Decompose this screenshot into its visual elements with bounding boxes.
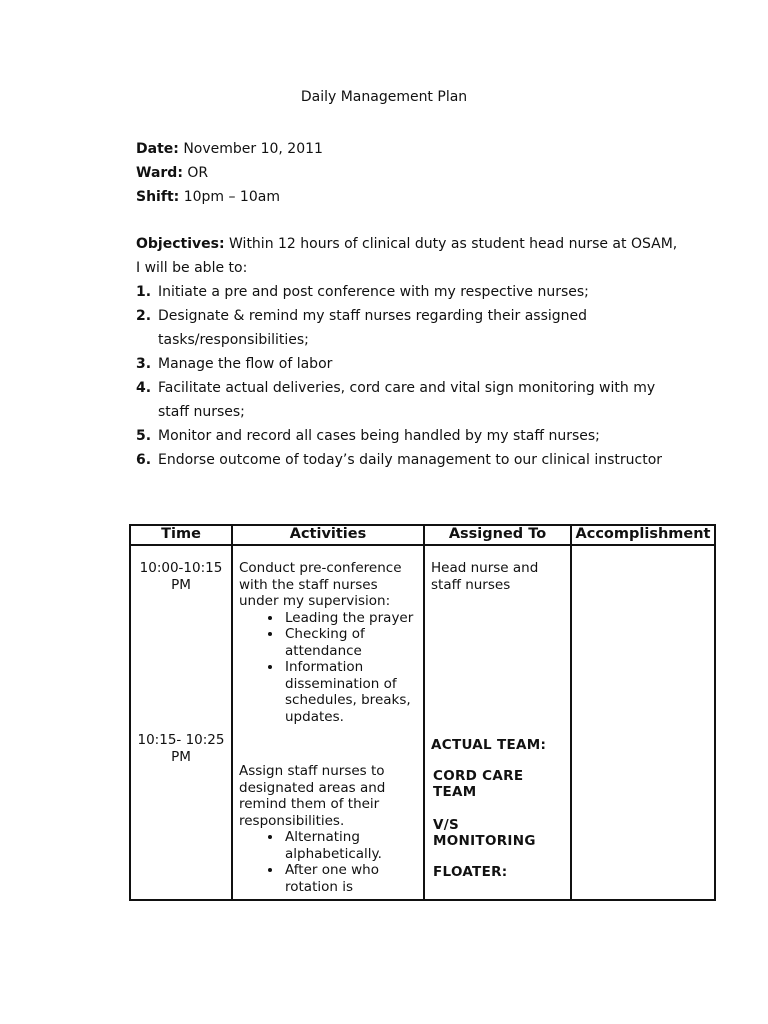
header-accomplishment: Accomplishment <box>571 525 715 545</box>
table-row <box>130 545 715 900</box>
header-activities: Activities <box>232 525 424 545</box>
objective-number: 2. <box>136 308 152 324</box>
date-label: Date: <box>136 141 179 157</box>
objective-number: 1. <box>136 284 152 300</box>
list-item: • Information dissemination of schedules, breaks, updates. <box>283 659 417 725</box>
list-item: • Alternating alphabetically. <box>283 829 417 862</box>
objectives-section <box>136 232 696 472</box>
activities-cell <box>232 545 424 900</box>
assigned-actual-team: ACTUAL TEAM: <box>431 737 547 753</box>
objectives-intro-line2: I will be able to: <box>136 260 248 276</box>
objectives-intro-text: Within 12 hours of clinical duty as student head nurse at OSAM, <box>229 236 678 252</box>
header-assigned-to: Assigned To <box>424 525 571 545</box>
ward-label: Ward: <box>136 165 183 181</box>
objective-number: 6. <box>136 452 152 468</box>
list-item: • Checking of attendance <box>283 626 417 659</box>
objective-text: Designate & remind my staff nurses regarding their assigned tasks/responsibilities; <box>158 308 588 348</box>
objective-text: Endorse outcome of today’s daily management to our clinical instructor <box>158 452 663 468</box>
activity-1-intro: Conduct pre-conference with the staff nurses under my supervision: <box>239 560 402 609</box>
shift-value: 10pm – 10am <box>183 189 280 205</box>
objective-item <box>136 448 696 472</box>
list-item: • Leading the prayer <box>283 610 417 627</box>
time-cell <box>130 545 232 900</box>
list-item: • After one who rotation is <box>283 862 417 895</box>
objectives-intro <box>136 232 696 256</box>
objective-item <box>136 304 600 352</box>
shift-line <box>136 185 280 209</box>
management-plan-table <box>129 524 716 901</box>
objective-item <box>136 352 696 376</box>
objective-item <box>136 424 696 448</box>
page-title: Daily Management Plan <box>300 89 468 105</box>
activity-1-bullets <box>239 610 417 726</box>
assigned-cord-care-team: CORD CARE TEAM <box>433 767 524 800</box>
activity-2-intro: Assign staff nurses to designated areas and remind them of their responsibilities. <box>239 763 386 829</box>
objective-text: Monitor and record all cases being handled by my staff nurses; <box>158 428 600 444</box>
time-slot-1: 10:00-10:15 PM <box>139 560 223 593</box>
objective-item <box>136 280 696 304</box>
objective-text: Initiate a pre and post conference with my respective nurses; <box>158 284 589 300</box>
assigned-vs-monitoring: V/S MONITORING <box>433 816 536 849</box>
objective-text: Facilitate actual deliveries, cord care and vital sign monitoring with my staff nurses; <box>158 380 656 420</box>
assigned-floater: FLOATER: <box>433 863 508 880</box>
assigned-to-cell <box>424 545 571 900</box>
objective-number: 4. <box>136 380 152 396</box>
objective-number: 5. <box>136 428 152 444</box>
activity-2-bullets <box>239 829 417 895</box>
ward-line <box>136 161 208 185</box>
objective-item <box>136 376 678 424</box>
objective-text: Manage the flow of labor <box>158 356 333 372</box>
objectives-list <box>136 280 696 472</box>
header-time: Time <box>130 525 232 545</box>
ward-value: OR <box>187 165 209 181</box>
time-slot-2: 10:15- 10:25 PM <box>137 732 225 765</box>
date-line <box>136 137 323 161</box>
objective-number: 3. <box>136 356 152 372</box>
table-header-row <box>130 525 715 545</box>
accomplishment-cell <box>571 545 715 900</box>
objectives-label: Objectives: <box>136 236 225 252</box>
shift-label: Shift: <box>136 189 180 205</box>
assigned-1: Head nurse and staff nurses <box>431 560 539 593</box>
date-value: November 10, 2011 <box>183 141 323 157</box>
